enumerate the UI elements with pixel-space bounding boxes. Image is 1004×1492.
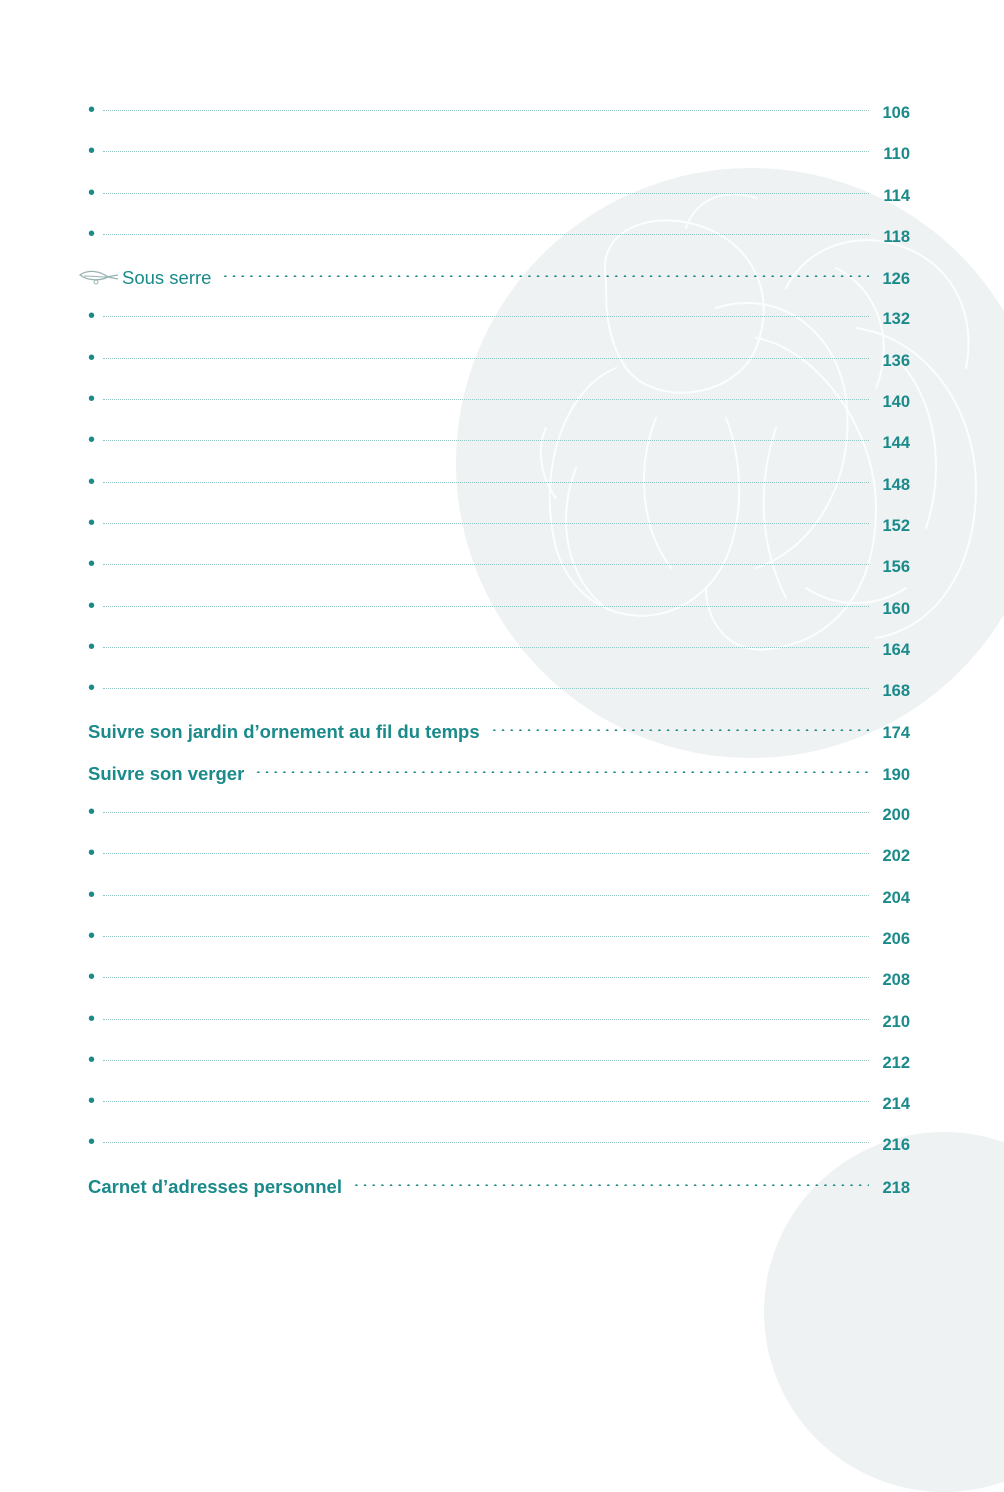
toc-row-subsection[interactable] [88,257,910,298]
page-number: 106 [882,104,910,122]
dot-leader [221,275,869,277]
dot-leader [103,1141,869,1143]
bullet-marker: • [88,1048,96,1071]
bullet-marker: • [88,924,96,947]
dot-leader [103,439,869,441]
toc-row-section[interactable] [88,753,910,794]
page-number: 210 [882,1012,910,1031]
page-number: 204 [882,888,910,907]
page-number: 160 [882,599,910,618]
leaf-ornament-icon [78,267,120,287]
bullet-marker: • [88,553,96,576]
page-number: 152 [882,516,910,535]
dot-leader [103,233,869,235]
bullet-marker: • [88,966,96,989]
toc-subsection-title: Sous serre [122,267,212,289]
dot-leader [103,357,869,359]
toc-row-bullet[interactable] [88,505,910,546]
page-number: 208 [882,971,910,990]
dot-leader [103,646,869,648]
page-number: 144 [882,434,910,453]
dot-leader [254,771,869,773]
page-number: 148 [882,475,910,494]
toc-section-title: Suivre son jardin d’ornement au fil du temps [88,721,480,743]
toc-row-bullet[interactable] [88,1042,910,1083]
page-number: 156 [882,558,910,577]
page-number: 168 [882,682,910,701]
dot-leader [103,811,869,813]
toc-row-bullet[interactable] [88,422,910,463]
dot-leader [103,1059,869,1061]
toc-row-bullet[interactable] [88,877,910,918]
page-number: 114 [883,186,910,205]
toc-row-bullet[interactable] [88,216,910,257]
page-number: 140 [882,393,910,412]
dot-leader [103,563,869,565]
toc-row-bullet[interactable] [88,1124,910,1165]
bullet-marker: • [88,594,96,617]
page-number: 118 [883,227,910,246]
page-number: 206 [882,929,910,948]
table-of-contents [88,92,910,1207]
bullet-marker: • [88,1007,96,1030]
page-number: 136 [882,351,910,370]
dot-leader [103,852,869,854]
dot-leader [103,522,869,524]
dot-leader [103,1100,869,1102]
bullet-marker: • [88,140,96,163]
toc-row-bullet[interactable] [88,546,910,587]
bullet-marker: • [88,883,96,906]
toc-section-title: Carnet d’adresses personnel [88,1175,342,1197]
dot-leader [103,150,869,152]
toc-row-bullet[interactable] [88,588,910,629]
page-number: 200 [882,806,910,825]
toc-row-bullet[interactable] [88,794,910,835]
bullet-marker: • [88,842,96,865]
dot-leader [103,192,869,194]
dot-leader [103,605,869,607]
page-number: 202 [882,847,910,866]
dot-leader [490,729,869,731]
bullet-marker: • [88,470,96,493]
toc-row-bullet[interactable] [88,340,910,381]
bullet-marker: • [88,801,96,824]
bullet-marker: • [88,1131,96,1154]
page-number: 164 [882,640,910,659]
bullet-marker: • [88,99,96,121]
bullet-marker: • [88,511,96,534]
bullet-marker: • [88,346,96,369]
toc-row-bullet[interactable] [88,959,910,1000]
page-number: 216 [882,1136,910,1155]
toc-row-bullet[interactable] [88,629,910,670]
page-number: 214 [882,1095,910,1114]
bullet-marker: • [88,305,96,328]
bullet-marker: • [88,429,96,452]
dot-leader [103,976,869,978]
toc-row-bullet[interactable] [88,835,910,876]
page-number: 126 [882,270,910,289]
dot-leader [352,1184,869,1186]
dot-leader [103,481,869,483]
toc-row-bullet[interactable] [88,133,910,174]
toc-row-bullet[interactable] [88,918,910,959]
bullet-marker: • [88,222,96,245]
toc-row-bullet[interactable] [88,1001,910,1042]
toc-row-section[interactable] [88,711,910,752]
toc-row-section[interactable] [88,1166,910,1207]
bullet-marker: • [88,181,96,204]
page-number: 190 [882,765,910,784]
page-number: 212 [882,1053,910,1072]
bullet-marker: • [88,1090,96,1113]
dot-leader [103,894,869,896]
toc-row-bullet[interactable] [88,92,910,133]
toc-row-bullet[interactable] [88,670,910,711]
dot-leader [103,398,869,400]
toc-row-bullet[interactable] [88,175,910,216]
bullet-marker: • [88,677,96,700]
bullet-marker: • [88,388,96,411]
toc-row-bullet[interactable] [88,1083,910,1124]
toc-row-bullet[interactable] [88,381,910,422]
page-number: 218 [882,1178,910,1197]
dot-leader [103,315,869,317]
page-number: 174 [882,724,910,743]
bullet-marker: • [88,635,96,658]
dot-leader [103,687,869,689]
toc-row-bullet[interactable] [88,464,910,505]
dot-leader [103,109,869,111]
toc-row-bullet[interactable] [88,298,910,339]
dot-leader [103,935,869,937]
page-number: 132 [882,310,910,329]
dot-leader [103,1018,869,1020]
toc-section-title: Suivre son verger [88,762,245,784]
page-number: 110 [883,145,910,164]
